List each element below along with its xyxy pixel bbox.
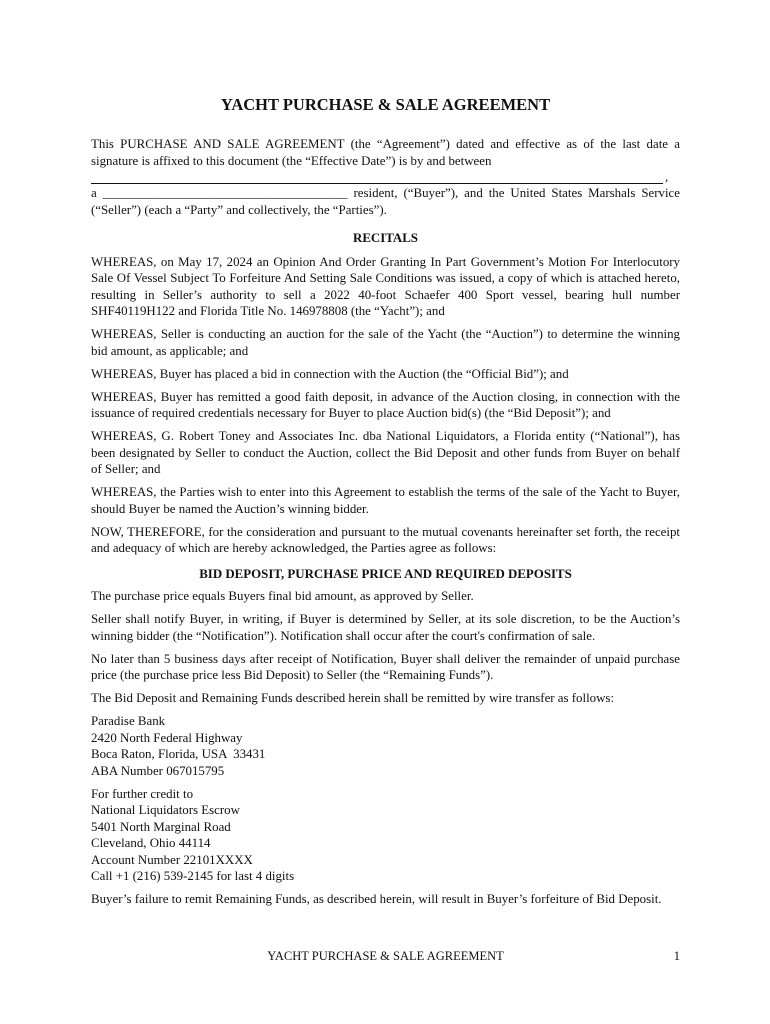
deposits-heading: BID DEPOSIT, PURCHASE PRICE AND REQUIRED DEPOSITS (199, 566, 572, 581)
page-number: 1 (673, 949, 680, 963)
credit-line: National Liquidators Escrow (91, 803, 240, 817)
bank-address (91, 713, 680, 779)
forfeiture-paragraph: Buyer’s failure to remit Remaining Funds, as described herein, will result in Buyer’s forfeiture of Bid Deposit. (91, 892, 662, 906)
deposit-paragraph: The purchase price equals Buyers final bid amount, as approved by Seller. (91, 589, 474, 603)
buyer-name-blank (91, 169, 663, 184)
credit-line: 5401 North Marginal Road (91, 819, 231, 834)
document-title: YACHT PURCHASE & SALE AGREEMENT (220, 95, 551, 114)
credit-line: Account Number 22101XXXX (91, 852, 253, 867)
bank-line: 2420 North Federal Highway (91, 730, 243, 745)
page-footer (91, 948, 680, 964)
footer-title: YACHT PURCHASE & SALE AGREEMENT (267, 949, 504, 963)
recital-paragraph: WHEREAS, Buyer has placed a bid in connection with the Auction (the “Official Bid”); and (91, 366, 569, 381)
intro-paragraph (91, 136, 680, 169)
deposit-paragraph: The Bid Deposit and Remaining Funds described herein shall be remitted by wire transfer as follows: (91, 691, 615, 705)
credit-line: Cleveland, Ohio 44114 (91, 836, 211, 850)
deposit-paragraph: No later than 5 business days after receipt of Notification, Buyer shall deliver the remainder of unpaid purchase price (the purchase price less Bid Deposit) to Seller (the “Remaining Funds”). (91, 651, 680, 682)
recital-paragraph: WHEREAS, the Parties wish to enter into this Agreement to establish the terms of the sale of the Yacht to Buyer, should Buyer be named the Auction’s winning bidder. (91, 485, 680, 516)
recital-paragraph: WHEREAS, Seller is conducting an auction for the sale of the Yacht (the “Auction”) to determine the winning bid amount, as applicable; and (91, 327, 680, 358)
intro-line-2-suffix: , (665, 170, 669, 184)
bank-line: ABA Number 067015795 (91, 763, 225, 778)
recital-paragraph: WHEREAS, G. Robert Toney and Associates Inc. dba National Liquidators, a Florida entity (“National”), has been designated by Seller to conduct the Auction, collect the Bid Deposit and other funds from Buyer on behalf of Seller; and (91, 429, 680, 476)
intro-line-1: This PURCHASE AND SALE AGREEMENT (the “Agreement”) dated and effective as of the last date a signature is affixed to this document (the “Effective Date”) is by and between (91, 137, 680, 168)
credit-line: Call +1 (216) 539-2145 for last 4 digits (91, 869, 295, 883)
deposit-paragraph: Seller shall notify Buyer, in writing, if Buyer is determined by Seller, at its sole discretion, to be the Auction’s winning bidder (the “Notification”). Notification shall occur after the court's confirmation of sale. (91, 612, 680, 643)
recital-paragraph: WHEREAS, Buyer has remitted a good faith deposit, in advance of the Auction closing, in connection with the issuance of required credentials necessary for Buyer to place Auction bid(s) (the “Bid Deposit”); and (91, 389, 680, 420)
bank-line: Boca Raton, Florida, USA 33431 (91, 747, 266, 761)
document-body (91, 136, 680, 914)
credit-line: For further credit to (91, 786, 194, 801)
recitals-heading: RECITALS (353, 231, 418, 245)
bank-line: Paradise Bank (91, 714, 166, 728)
recital-paragraph: NOW, THEREFORE, for the consideration and pursuant to the mutual covenants hereinafter set forth, the receipt and adequacy of which are hereby acknowledged, the Parties agree as follows: (91, 524, 680, 555)
intro-blank-line (91, 169, 680, 185)
recital-paragraph: WHEREAS, on May 17, 2024 an Opinion And Order Granting In Part Government’s Motion For Interlocutory Sale Of Vessel Subject To Forfeiture And Setting Sale Conditions was issued, a copy of which is attached hereto, resulting in Seller’s authority to sell a 2022 40-foot Schaefer 400 Sport vessel, bearing hull number SHF40119H122 and Florida Title No. 146978808 (the “Yacht”); and (91, 254, 680, 318)
intro-line-3: a ______________________________________ resident, (“Buyer”), and the United States Marshals Service (“Seller”) (each a “Party” and collectively, the “Parties”). (91, 186, 680, 217)
credit-address (91, 786, 680, 885)
